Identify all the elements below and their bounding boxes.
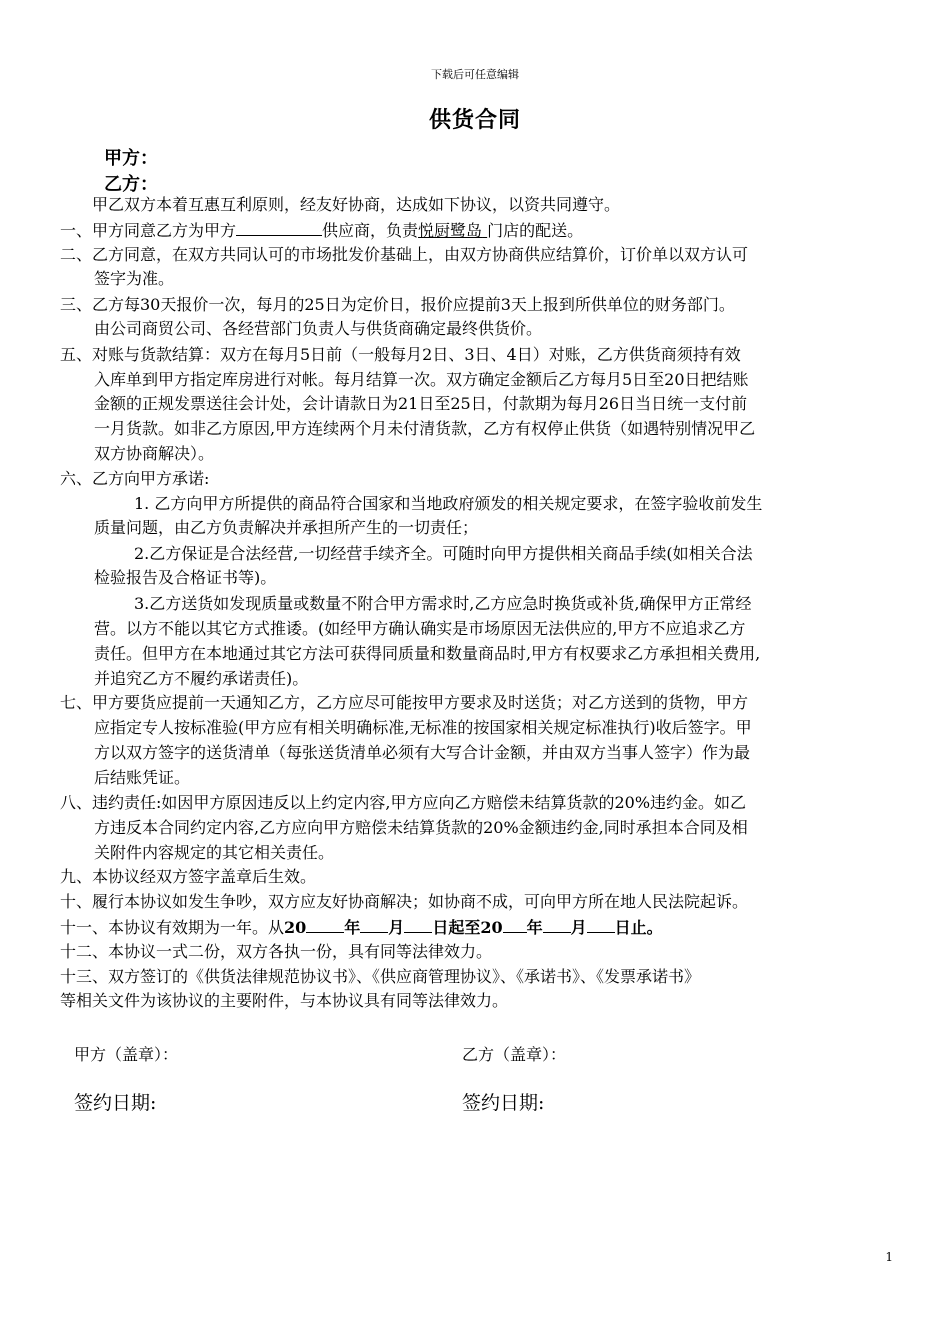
- start-year-label: 年: [344, 918, 361, 937]
- end-year-prefix: 20: [480, 918, 503, 937]
- clause-1-part-c: 门店的配送。: [487, 221, 584, 240]
- party-b-sign-date: 签约日期:: [462, 1092, 545, 1114]
- end-month-blank: [543, 916, 571, 933]
- clause-5-line-3: 金额的正规发票送往会计处，会计请款日为21日至25日，付款期为每月26日当日统一支付前: [94, 394, 748, 413]
- clause-3-line-1: 三、乙方每30天报价一次，每月的25日为定价日，报价应提前3天上报到所供单位的财务部门。: [60, 295, 735, 314]
- party-b-seal-label: 乙方（盖章）：: [462, 1045, 567, 1064]
- end-day-label: 日止。: [614, 918, 663, 937]
- end-year-label: 年: [526, 918, 543, 937]
- clause-1-part-a: 一、甲方同意乙方为甲方: [60, 221, 237, 240]
- page-header: 下载后可任意编辑: [431, 68, 519, 81]
- clause-2-line-2: 签字为准。: [94, 269, 175, 288]
- page-number: 1: [885, 1250, 893, 1264]
- clause-6-p1-line-1: 1. 乙方向甲方所提供的商品符合国家和当地政府颁发的相关规定要求，在签字验收前发生: [134, 494, 763, 513]
- clause-5-line-5: 双方协商解决）。: [94, 444, 215, 463]
- start-year-blank: [306, 916, 344, 933]
- clause-5-line-4: 一月货款。如非乙方原因,甲方连续两个月未付清货款，乙方有权停止供货（如遇特别情况甲乙: [94, 419, 756, 438]
- clause-7-line-4: 后结账凭证。: [94, 768, 191, 787]
- party-a-seal-label: 甲方（盖章）：: [74, 1045, 179, 1064]
- end-month-label: 月: [570, 918, 587, 937]
- end-year-blank: [503, 916, 527, 933]
- clause-8-line-2: 方违反本合同约定内容,乙方应向甲方赔偿未结算货款的20%金额违约金,同时承担本合同及相: [94, 818, 748, 837]
- start-day-blank: [404, 916, 432, 933]
- clause-7-line-2: 应指定专人按标准验(甲方应有相关明确标准,无标准的按国家相关规定标准执行)收后签字。甲: [94, 718, 752, 737]
- supplier-blank: [236, 219, 322, 236]
- clause-6-p3-line-4: 并追究乙方不履约承诺责任)。: [94, 669, 309, 688]
- clause-6-p1-line-2: 质量问题，由乙方负责解决并承担所产生的一切责任；: [94, 518, 479, 537]
- clause-6-p3-line-3: 责任。但甲方在本地通过其它方法可获得同质量和数量商品时,甲方有权要求乙方承担相关费用,: [94, 644, 761, 663]
- clause-9: 九、本协议经双方签字盖章后生效。: [60, 867, 317, 886]
- store-name: 悦厨鹭岛: [418, 221, 483, 240]
- clause-11-part-a: 十一、本协议有效期为一年。从: [60, 918, 285, 937]
- clause-10: 十、履行本协议如发生争吵，双方应友好协商解决；如协商不成，可向甲方所在地人民法院起诉。: [60, 892, 749, 911]
- document-title: 供货合同: [428, 107, 521, 133]
- start-month-label: 月: [388, 918, 405, 937]
- clause-7-line-1: 七、甲方要货应提前一天通知乙方，乙方应尽可能按甲方要求及时送货；对乙方送到的货物，甲方: [60, 693, 749, 712]
- clause-6-p3-line-1: 3.乙方送货如发现质量或数量不附合甲方需求时,乙方应急时换货或补货,确保甲方正常经: [134, 594, 752, 613]
- clause-2-line-1: 二、乙方同意，在双方共同认可的市场批发价基础上，由双方协商供应结算价，订价单以双方认可: [60, 245, 749, 264]
- clause-6-p2-line-2: 检验报告及合格证书等)。: [94, 568, 277, 587]
- clause-8-line-1: 八、违约责任:如因甲方原因违反以上约定内容,甲方应向乙方赔偿未结算货款的20%违约金。如乙: [60, 793, 747, 812]
- clause-3-line-2: 由公司商贸公司、各经营部门负责人与供货商确定最终供货价。: [94, 319, 543, 338]
- clause-1: [60, 219, 583, 242]
- clause-13-line-1: 十三、双方签订的《供货法律规范协议书》、《供应商管理协议》、《承诺书》、《发票承诺书》: [60, 967, 701, 986]
- clause-13-line-2: 等相关文件为该协议的主要附件，与本协议具有同等法律效力。: [60, 991, 509, 1010]
- clause-11: [60, 916, 663, 939]
- clause-12: 十二、本协议一式二份，双方各执一份，具有同等法律效力。: [60, 942, 493, 961]
- intro-text: 甲乙双方本着互惠互利原则，经友好协商，达成如下协议，以资共同遵守。: [92, 195, 621, 214]
- clause-5-line-2: 入库单到甲方指定库房进行对帐。每月结算一次。双方确定金额后乙方每月5日至20日把结账: [94, 370, 749, 389]
- clause-8-line-3: 关附件内容规定的其它相关责任。: [94, 843, 335, 862]
- party-b-label: 乙方：: [104, 174, 158, 195]
- end-day-blank: [587, 916, 615, 933]
- clause-6-p2-line-1: 2.乙方保证是合法经营,一切经营手续齐全。可随时向甲方提供相关商品手续(如相关合法: [134, 544, 753, 563]
- party-a-sign-date: 签约日期:: [74, 1092, 157, 1114]
- clause-5-line-1: 五、对账与货款结算：双方在每月5日前（一般每月2日、3日、4日）对账，乙方供货商须持有效: [60, 345, 741, 364]
- start-month-blank: [360, 916, 388, 933]
- clause-6-head: 六、乙方向甲方承诺:: [60, 469, 210, 488]
- clause-7-line-3: 方以双方签字的送货清单（每张送货清单必须有大写合计金额，并由双方当事人签字）作为最: [94, 743, 751, 762]
- clause-1-part-b: 供应商，负责: [322, 221, 419, 240]
- start-day-label: 日起至: [432, 918, 481, 937]
- clause-6-p3-line-2: 营。以方不能以其它方式推诿。(如经甲方确认确实是市场原因无法供应的,甲方不应追求乙方: [94, 619, 746, 638]
- start-year-prefix: 20: [284, 918, 307, 937]
- party-a-label: 甲方：: [104, 148, 158, 169]
